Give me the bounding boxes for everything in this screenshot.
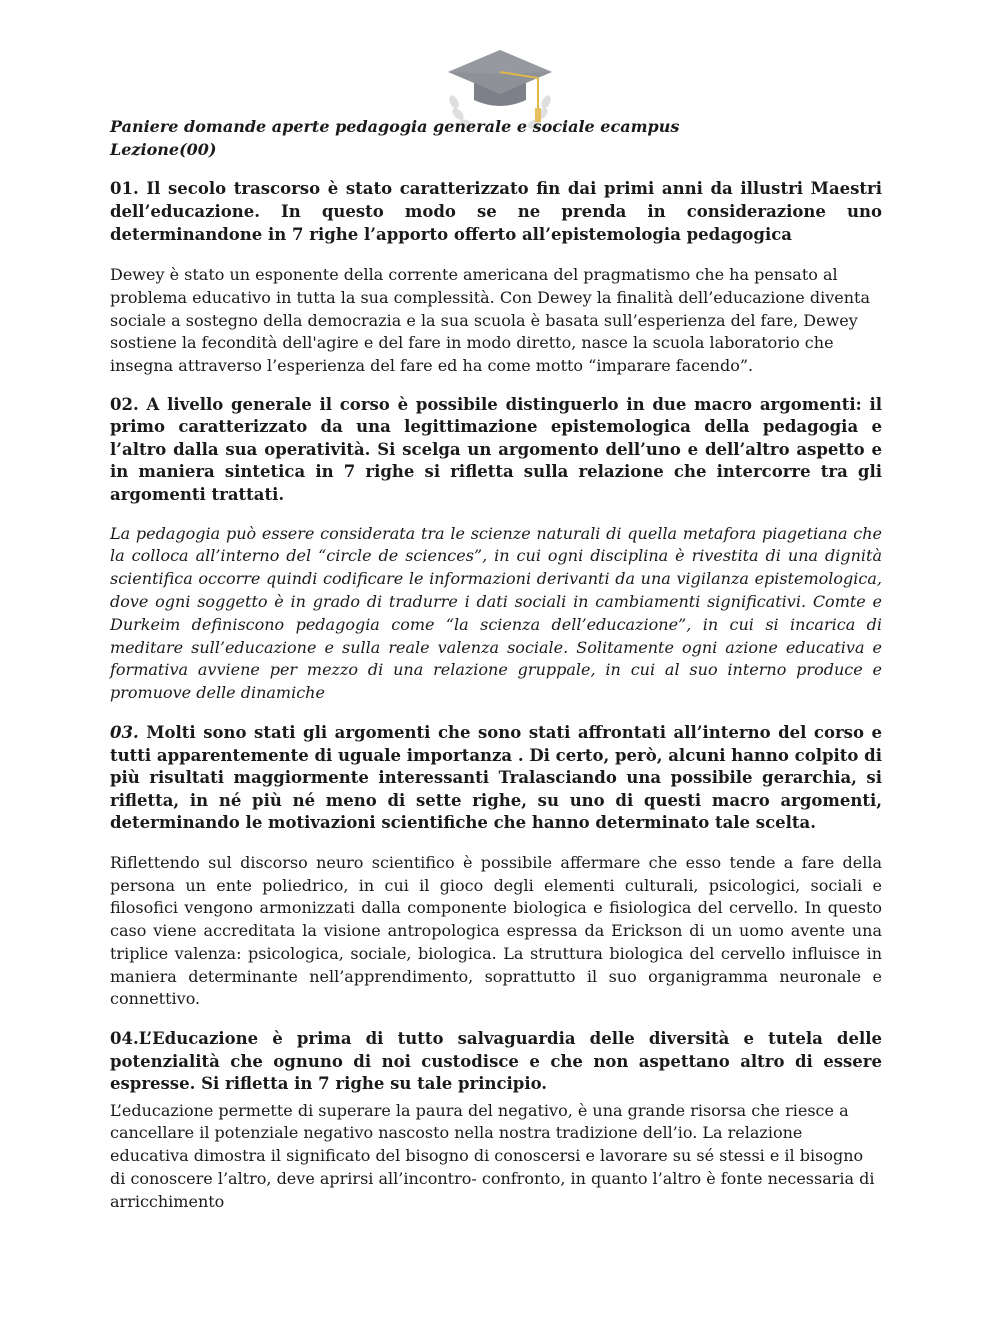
question-3-text: Molti sono stati gli argomenti che sono stati affrontati all’interno del corso e tutti apparentemente di uguale importanza . Di certo, però, alcuni hanno colpito di più risultati maggiormente interessanti Tralasciando una possibile gerarchia, si rifletta, in né più né meno di sette righe, su uno di questi macro argomenti, determinando le motivazioni scientifiche che hanno determinato tale scelta. xyxy=(110,723,882,833)
document-subtitle: Lezione(00) xyxy=(110,139,217,159)
document-page xyxy=(110,116,882,1213)
section-1 xyxy=(110,178,882,377)
section-3 xyxy=(110,722,882,1011)
question-4 xyxy=(110,1028,882,1096)
question-2 xyxy=(110,394,882,507)
question-2-text: A livello generale il corso è possibile distinguerlo in due macro argomenti: il primo caratterizzato da una legittimazione epistemologica della pedagogia e l’altro dalla sua operatività. Si scelga un argomento dell’uno e dell’altro aspetto e in maniera sintetica in 7 righe si rifletta sulla relazione che intercorre tra gli argomenti trattati. xyxy=(110,394,882,505)
section-4 xyxy=(110,1028,882,1213)
answer-1: Dewey è stato un esponente della corrente americana del pragmatismo che ha pensato al problema educativo in tutta la sua complessità. Con Dewey la finalità dell’educazione diventa sociale a sostegno della democrazia e la sua scuola è basata sull’esperienza del fare, Dewey sostiene la fecondità dell'agire e del fare in modo diretto, nasce la scuola laboratorio che insegna attraverso l’esperienza del fare ed ha come motto “imparare facendo”. xyxy=(110,265,870,375)
question-1 xyxy=(110,178,882,246)
question-4-number: 04. xyxy=(110,1028,139,1048)
document-title: Paniere domande aperte pedagogia generale e sociale ecampus xyxy=(110,117,680,136)
answer-3: Riflettendo sul discorso neuro scientifico è possibile affermare che esso tende a fare della persona un ente poliedrico, in cui il gioco degli elementi culturali, psicologici, sociali e filosofici vengono armonizzati dalla componente biologica e fisiologica del cervello. In questo caso viene accreditata la visione antropologica espressa da Erickson di un uomo avente una triplice valenza: psicologica, sociale, biologica. La struttura biologica del cervello influisce in maniera determinante nell’apprendimento, soprattutto il suo organigramma neuronale e connettivo. xyxy=(110,853,882,1009)
answer-4: L’educazione permette di superare la paura del negativo, è una grande risorsa che riesce a cancellare il potenziale negativo nascosto nella nostra tradizione dell’io. La relazione educativa dimostra il significato del bisogno di conoscersi e lavorare su sé stessi e il bisogno di conoscere l’altro, deve aprirsi all’incontro- confronto, in quanto l’altro è fonte necessaria di arricchimento xyxy=(110,1100,875,1211)
section-2 xyxy=(110,394,882,705)
question-3-number: 03. xyxy=(110,723,139,743)
question-2-number: 02. xyxy=(110,394,139,414)
question-3 xyxy=(110,722,882,835)
answer-2: La pedagogia può essere considerata tra le scienze naturali di quella metafora piagetiana che la colloca all’interno del “circle de sciences”, in cui ogni disciplina è rivestita di una dignità scientifica occorre quindi codificare le informazioni derivanti da una vigilanza epistemologica, dove ogni soggetto è in grado di tradurre i dati sociali in cambiamenti significativi. Comte e Durkeim definiscono pedagogia come “la scienza dell’educazione”, in cui si incarica di meditare sull’educazione e sulla reale valenza sociale. Solitamente ogni azione educativa e formativa avviene per mezzo di una relazione gruppale, in cui al suo interno produce e promuove delle dinamiche xyxy=(110,523,882,703)
question-1-text: Il secolo trascorso è stato caratterizzato fin dai primi anni da illustri Maestri dell’educazione. In questo modo se ne prenda in considerazione uno determinandone in 7 righe l’apporto offerto all’epistemologia pedagogica xyxy=(110,179,883,244)
question-4-text: L’Educazione è prima di tutto salvaguardia delle diversità e tutela delle potenzialità che ognuno di noi custodisce e che non aspettano altro di essere espresse. Si rifletta in 7 righe su tale principio. xyxy=(110,1028,882,1094)
question-1-number: 01. xyxy=(110,179,139,199)
